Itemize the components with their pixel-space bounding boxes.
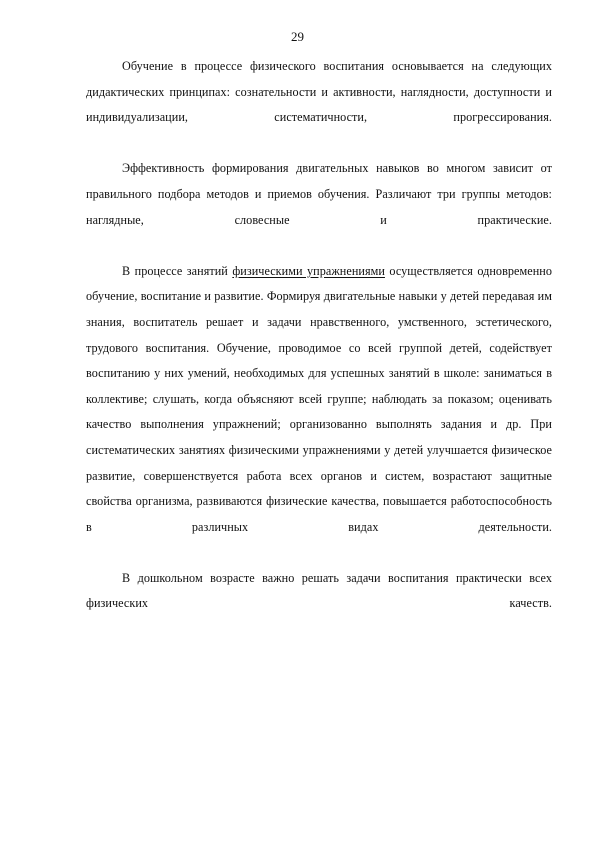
paragraph-exercises [86,259,552,566]
page-number: 29 [291,29,304,44]
physical-exercises-link[interactable]: физическими упражнениями [232,263,385,278]
paragraph-exercises-start: В процессе занятий [122,263,233,278]
paragraph-methods: Эффективность формирования двигательных навыков во многом зависит от правильного подбора методов и приемов обучения. Различают три группы методов: наглядные, словесные и практические. [86,161,552,227]
paragraph-principles: Обучение в процессе физического воспитания основывается на следующих дидактических принципах: сознательности и активности, наглядности, доступности и индивидуализации, систематичности, прогрессирования. [86,59,552,125]
paragraph-preschool: В дошкольном возрасте важно решать задачи воспитания практически всех физических качеств. [86,570,552,611]
paragraph-exercises-rest: осуществляется одновременно обучение, воспитание и развитие. Формируя двигательные навыки у детей передавая им знания, воспитатель решает и задачи нравственного, умственного, эстетического, трудового воспитания. Обучение, проводимое со всей группой детей, содействует воспитанию у них умений, необходимых для успешных занятий в школе: заниматься в коллективе; слушать, когда объясняют всей группе; наблюдать за показом; оценивать качество выполнения упражнений; организованно выполнять задания и др. При систематических занятиях физическими упражнениями у детей улучшается физическое развитие, совершенствуется работа всех органов и систем, возрастают защитные свойства организма, развиваются физические качества, повышается работоспособность в различных видах деятельности. [86,263,552,534]
body-text [86,54,552,643]
